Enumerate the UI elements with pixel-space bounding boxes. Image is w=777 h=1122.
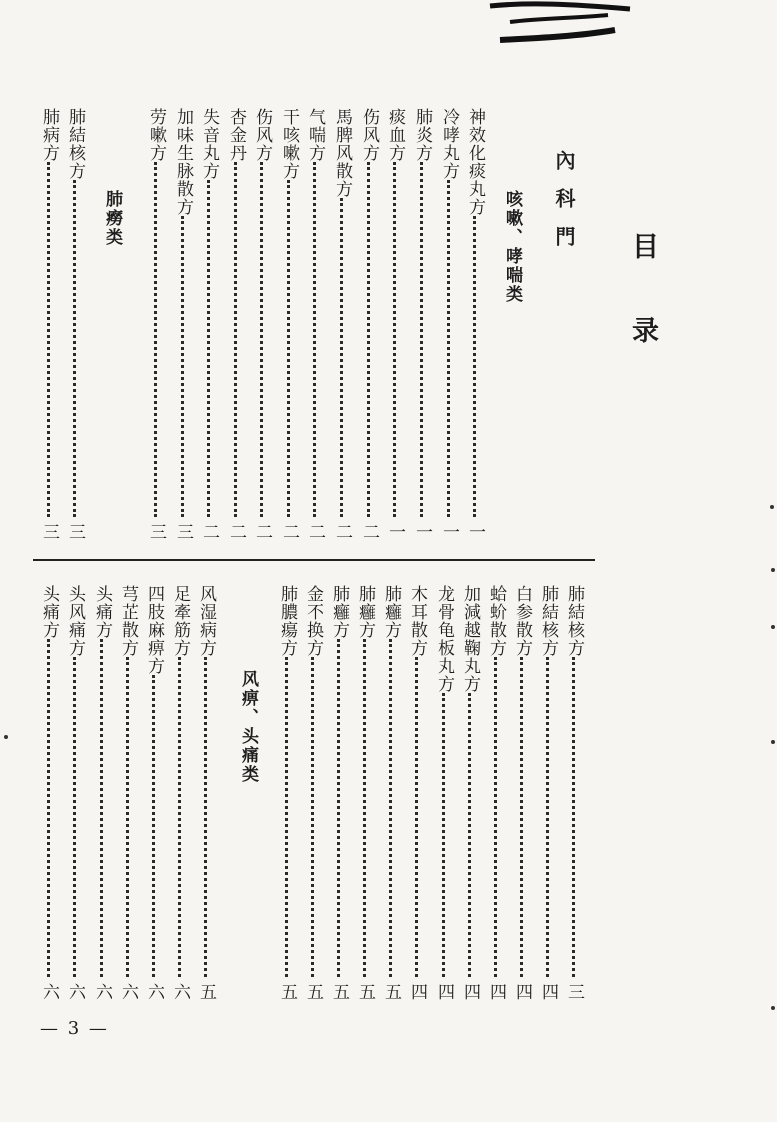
page-title-mu: 目	[627, 232, 658, 281]
list-item: 肺結核方 三	[564, 585, 584, 1000]
list-item: 肺病方 三	[39, 108, 59, 540]
list-item: 肺癰方 五	[329, 585, 349, 1000]
scan-speck	[771, 1006, 775, 1010]
list-item: 肺膿瘍方 五	[277, 585, 297, 1000]
scan-speck	[771, 740, 775, 744]
list-item: 劳嗽方 三	[146, 108, 166, 540]
scan-speck	[771, 625, 775, 629]
list-item: 杏金丹 二	[226, 108, 246, 540]
scan-smudge	[480, 0, 640, 55]
list-item: 头痛方 六	[92, 585, 112, 1000]
category-rheumatism-headache: 风痹、头痛类	[238, 670, 258, 784]
list-item: 失音丸方 二	[199, 108, 219, 540]
list-item: 馬脾风散方 二	[332, 108, 352, 540]
list-item: 神效化痰丸方 一	[465, 108, 485, 540]
category-lung-consumption: 肺癆类	[102, 190, 122, 247]
list-item: 头风痛方 六	[65, 585, 85, 1000]
list-item: 木耳散方 四	[407, 585, 427, 1000]
list-item: 头痛方 六	[39, 585, 59, 1000]
scan-speck	[770, 505, 774, 509]
list-item: 龙骨龟板丸方 四	[434, 585, 454, 1000]
category-cough-asthma: 咳嗽、哮喘类	[502, 190, 522, 304]
list-item: 气喘方 二	[305, 108, 325, 540]
list-item: 风湿病方 五	[196, 585, 216, 1000]
list-item: 肺結核方 三	[65, 108, 85, 540]
list-item: 金不换方 五	[303, 585, 323, 1000]
scan-speck	[771, 568, 775, 572]
list-item: 肺結核方 四	[538, 585, 558, 1000]
list-item: 伤风方 二	[252, 108, 272, 540]
list-item: 芎芷散方 六	[118, 585, 138, 1000]
list-item: 足牽筋方 六	[170, 585, 190, 1000]
list-item: 干咳嗽方 二	[279, 108, 299, 540]
list-item: 冷哮丸方 一	[439, 108, 459, 540]
page-number: — 3 —	[40, 1018, 109, 1039]
list-item: 加減越鞠丸方 四	[460, 585, 480, 1000]
list-item: 痰血方 一	[385, 108, 405, 540]
list-item: 蛤蚧散方 四	[486, 585, 506, 1000]
list-item: 肺炎方 一	[412, 108, 432, 540]
list-item: 伤风方 二	[359, 108, 379, 540]
page-title-lu: 录	[627, 316, 658, 365]
section-title: 內科門	[552, 150, 576, 264]
list-item: 肺癰方 五	[381, 585, 401, 1000]
section-divider	[33, 559, 595, 561]
scan-speck	[4, 735, 8, 739]
list-item: 白参散方 四	[512, 585, 532, 1000]
list-item: 肺癰方 五	[355, 585, 375, 1000]
list-item: 加味生脉散方 三	[173, 108, 193, 540]
list-item: 四肢麻痹方 六	[144, 585, 164, 1000]
